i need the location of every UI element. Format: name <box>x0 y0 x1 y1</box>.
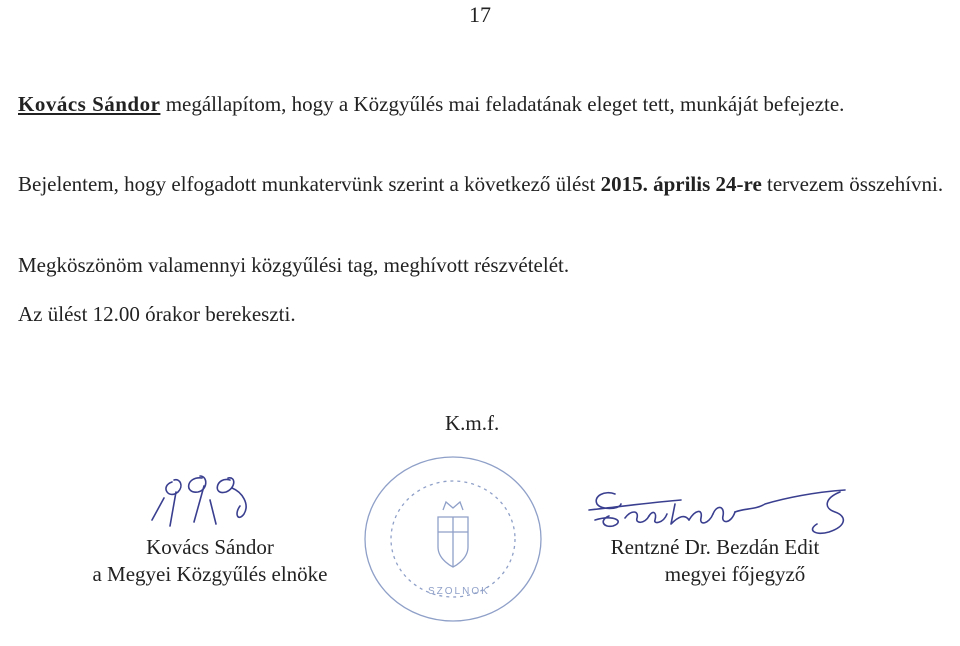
chair-name: Kovács Sándor <box>18 92 161 116</box>
official-seal <box>358 452 548 627</box>
left-signatory-title: a Megyei Közgyűlés elnöke <box>92 562 328 586</box>
paragraph-closing <box>18 93 956 116</box>
paragraph-next-meeting <box>18 173 956 196</box>
left-signatory-name: Kovács Sándor <box>146 535 274 559</box>
right-signatory <box>590 534 840 588</box>
paragraph-adjourn: Az ülést 12.00 órakor berekeszti. <box>18 302 296 326</box>
closing-text: megállapítom, hogy a Közgyűlés mai feladatának eleget tett, munkáját befejezte. <box>160 92 845 116</box>
seal-text: SZOLNOK <box>428 586 490 597</box>
next-meeting-text-after: tervezem összehívni. <box>761 172 944 196</box>
left-signatory <box>60 534 360 588</box>
next-meeting-date: 2015. április 24-re <box>600 172 762 196</box>
right-signatory-name: Rentzné Dr. Bezdán Edit <box>610 535 820 559</box>
right-signatory-title: megyei főjegyző <box>664 562 806 586</box>
kmf-label: K.m.f. <box>445 411 500 435</box>
right-signature <box>585 480 870 540</box>
paragraph-thanks: Megköszönöm valamennyi közgyűlési tag, meghívott részvételét. <box>18 253 570 277</box>
next-meeting-text-before: Bejelentem, hogy elfogadott munkatervünk szerint a következő ülést <box>18 172 601 196</box>
left-signature <box>150 470 290 530</box>
page-number: 17 <box>469 2 491 27</box>
